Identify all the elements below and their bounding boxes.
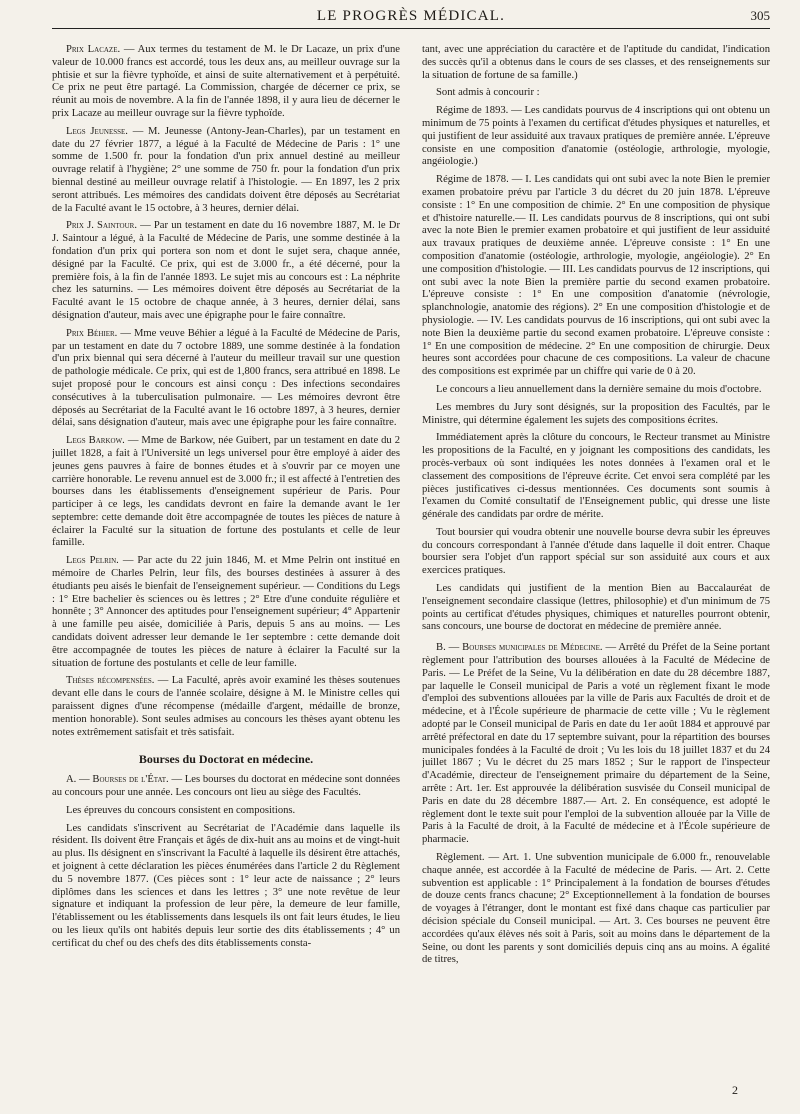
epreuves-paragraph: Les épreuves du concours consistent en compositions.: [66, 804, 296, 816]
paragraph-body: — Par acte du 22 juin 1846, M. et Mme Pelrin ont institué en mémoire de Charles Pelrin, leur fils, des bourses destinées à assurer à des étudiants peu aisés le bienfait de l'enseignement supérieur. — Conditions du Legs : 1° Etre bachelier ès sciences ou ès lettres ; 2° Etre d'une conduite régulière et honnête ; 3° Annoncer des aptitudes pour l'enseignement supérieur; 4° Appartenir à une famille peu aisée, domiciliée à Paris, depuis 5 ans au moins. — Les candidats doivent adresser leur demande le 1er septembre : cette demande doit être accompagnée de toutes les pièces de nature à éclairer la Faculté sur la situation de fortune des postulants et celle de leur famille.: [52, 555, 400, 669]
paragraph-lead: Legs Jeunesse.: [66, 125, 128, 137]
paragraph-body: — Les bourses du doctorat en médecine sont données au concours pour une année. Les concours ont lieu au siège des Facultés.: [52, 774, 400, 799]
paragraph-body: — Arrêté du Préfet de la Seine portant règlement pour l'attribution des bourses allouées à la Faculté de Médecine de Paris. — Le Préfet de la Seine, Vu la délibération en date du 28 décembre 1887, par laquelle le Conseil municipal de Paris a voté un règlement fixant le mode d'emploi des subventions allouées par la ville de Paris aux Facultés de droit et de médecine, et à l'École supérieure de pharmacie de cette ville ; Vu le règlement adopté par le Conseil municipal de Paris en date du 1er août 1884 et approuvé par arrêté préfectoral en date du 17 septembre suivant, pour la répartition des bourses municipales fondées à la Faculté de droit ; Vu les lois du 18 juillet 1837 et du 24 juillet 1867 ; Vu le décret du 25 mars 1852 ; Sur le rapport de l'inspecteur d'Académie, directeur de l'enseignement primaire du département de la Seine, arrête : Art. 1er. Est approuvée la délibération susvisée du Conseil municipal de Paris en date du 28 décembre 1887.— Art. 2. En conséquence, est adopté le règlement dont le texte suit pour l'emploi de la subvention allouée par la Ville de Paris à la Faculté de droit, à la Faculté de médecine et à l'École supérieure de pharmacie.: [422, 642, 770, 846]
bourses-municipales-paragraph: [422, 642, 770, 847]
prix-lacaze-paragraph: [52, 44, 400, 121]
recteur-paragraph: Immédiatement après la clôture du concours, le Recteur transmet au Ministre les propositions de la Faculté, en y joignant les compositions des candidats, les procès-verbaux où sont indiquées les notes données à l'examen oral et le classement des compositions de l'épreuve écrite. Cet envoi sera complété par les pièces justificatives ci-dessus mentionnées. Ces documents sont soumis à l'examen du Comité consultatif de l'Enseignement public, qui dresse une liste générale des candidats par ordre de mérite.: [422, 432, 770, 521]
reglement-paragraph: Règlement. — Art. 1. Une subvention municipale de 6.000 fr., renouvelable chaque année, est accordée à la Faculté de médecine de Paris. — Art. 2. Cette subvention est applicable : 1° Principalement à la fondation de bourses d'études de douze cents francs chacune; 2° Exceptionnellement à la fondation de bourses de voyages à l'étranger, dont le montant est fixé dans chaque cas particulier par décision spéciale du Conseil municipal. — Art. 3. Ces bourses ne peuvent être accordées qu'aux élèves nés soit à Paris, soit au moins dans le département de la Seine, ou dont les parents y sont domiciliés depuis cinq ans au moins. A égalité de titres,: [422, 852, 770, 966]
boursier-paragraph: Tout boursier qui voudra obtenir une nouvelle bourse devra subir les épreuves du concours correspondant à l'année d'étude dans laquelle il doit entrer. Chaque boursier sera l'objet d'un rapport spécial sur son assiduité aux cours et aux exercices pratiques.: [422, 526, 770, 577]
legs-jeunesse-paragraph: [52, 126, 400, 216]
paragraph-lead: Thèses récompensées.: [66, 675, 155, 687]
paragraph-body: — Mme veuve Béhier a légué à la Faculté de Médecine de Paris, par un testament en date du 7 octobre 1889, une somme destinée à la fondation d'un prix biennal qui sera décerné à l'auteur du meilleur travail sur une question de pathologie médicale. Ce prix, qui est de 1,800 francs, sera attribué en 1898. Le sujet proposé pour le concours est ainsi conçu : Des infections secondaires consécutives à la tuberculisation pulmonaire. — Les mémoires devront être déposés au Secrétariat de la Faculté avant le 16 octobre 1897, à 3 heures, dernier délai, sans désignation d'auteur, mais avec une épigraphe pour les faire connaître.: [52, 327, 400, 429]
right-column: [422, 44, 770, 1094]
paragraph-lead: B. — Bourses municipales de Médecine.: [436, 642, 603, 654]
continued-paragraph: tant, avec une appréciation du caractère et de l'aptitude du candidat, l'indication des succès qu'il a obtenus dans le cours de ses classes, et des renseignements sur la situation de fortune de sa famille.): [422, 44, 770, 81]
bourses-etat-paragraph: [52, 774, 400, 800]
prix-saintour-paragraph: [52, 220, 400, 322]
paragraph-body: — Aux termes du testament de M. le Dr Lacaze, un prix d'une valeur de 10.000 francs est accordé, tous les deux ans, au meilleur ouvrage sur la phtisie et sur la fièvre typhoïde, et ainsi de suite alternativement et à perpétuité. Ce prix ne peut être partagé. La Commission, chargée de décerner ce prix, se réunit au mois de novembre. A la fin de l'année 1898, il y aura lieu de décerner le prix Lacaze au meilleur ouvrage sur la fièvre typhoïde.: [52, 44, 400, 119]
paragraph-body: — Mme de Barkow, née Guibert, par un testament en date du 2 juillet 1828, a fait à l'Université un legs universel pour être employé à aider des jeunes gens pauvres à faire de bonnes études et à s'ouvrir par ce moyen une carrière honorable. Le revenu annuel est de 3.000 fr.; il est affecté à l'entretien des bourses dans les établissements d'enseignement supérieur de Paris. Pour participer à ce legs, les candidats devront en faire la demande avant le 1er septembre: cette demande doit être accompagnée de toutes les pièces de nature à éclairer la Faculté sur la situation de fortune des postulants et celle de leur famille.: [52, 435, 400, 549]
paragraph-body: — M. Jeunesse (Antony-Jean-Charles), par un testament en date du 27 février 1877, a légué à la Faculté de Médecine de Paris : 1° une somme de 1.500 fr. pour la fondation d'un prix annuel destiné au meilleur ouvrage relatif à l'hygiène; 2° une somme de 750 fr. pour la fondation d'un prix biennal destiné au meilleur ouvrage relatif à l'histologie. — En 1897, les 2 prix seront attribués. Les mémoires des candidats doivent être déposés au Secrétariat de la Faculté avant le 15 octobre, à 3 heures, dernier délai.: [52, 125, 400, 214]
jury-paragraph: Les membres du Jury sont désignés, sur la proposition des Facultés, par le Ministre, qui détermine également les sujets des compositions écrites.: [422, 401, 770, 426]
signature-mark: 2: [732, 1083, 738, 1097]
paragraph-body: — Par un testament en date du 16 novembre 1887, M. le Dr J. Saintour a légué, à la Faculté de Médecine de Paris, une somme destinée à la fondation d'un prix qui portera son nom et dont le sujet sera, chaque année, désigné par la Faculté. Ce prix, qui est de 3.000 fr., a été décerné, pour la première fois, à la fin de l'année 1893. Le sujet mis au concours est : La néphrite chez les saturnins. — Les mémoires doivent être déposés au Secrétariat de la Faculté avant le 15 octobre de chaque année, à 3 heures, dernier délai, sans désignation d'auteur, mais avec une épigraphe pour le faire connaître.: [52, 220, 400, 321]
paragraph-lead: Prix Lacaze.: [66, 44, 121, 55]
legs-pelrin-paragraph: [52, 555, 400, 670]
section-title: Bourses du Doctorat en médecine.: [138, 752, 314, 767]
paragraph-lead: Prix Béhier.: [66, 327, 118, 339]
left-column: [52, 44, 400, 1094]
regime-1878-paragraph: Régime de 1878. — I. Les candidats qui ont subi avec la note Bien le premier examen probatoire prévu par l'article 3 du décret du 20 juin 1878. L'épreuve consiste : 1° En une composition de chimie. 2° En une composition de physique et d'histoire naturelle.— II. Les candidats pourvus de 8 inscriptions, qui ont subi avec la note Bien le premier examen probatoire et qui justifient de leur assiduité aux travaux pratiques de deuxième année. L'épreuve consiste : 1° En une composition d'anatomie (ostéologie, arthrologie, myologie, angéiologie). 2° En une composition d'histologie. — III. Les candidats pourvus de 12 inscriptions, qui ont subi avec la note Bien la première partie du second examen probatoire. L'épreuve consiste : 1° En une composition d'anatomie (névrologie, splanchnologie, anatomie des régions). 2° En une composition d'histologie et de physiologie. — IV. Les candidats pourvus de 16 inscriptions, qui ont subi avec la note Bien la deuxième partie du second examen probatoire. L'épreuve consiste : 1° En une composition de médecine. 2° En une composition de chirurgie. Deux heures sont accordées pour chacune de ces compositions. La valeur de chacune des compositions est exprimée par un chiffre qui varie de 0 à 20.: [422, 174, 770, 378]
prix-behier-paragraph: [52, 328, 400, 430]
theses-recompensees-paragraph: [52, 675, 400, 739]
page-header: [52, 6, 770, 29]
legs-barkow-paragraph: [52, 435, 400, 550]
paragraph-lead: Legs Barkow.: [66, 435, 125, 447]
octobre-paragraph: Le concours a lieu annuellement dans la dernière semaine du mois d'octobre.: [436, 383, 762, 395]
mention-paragraph: Les candidats qui justifient de la mention Bien au Baccalauréat de l'enseignement secondaire classique (lettres, philosophie) et d'un minimum de 75 points au certificat d'études physiques, chimiques et naturelles pourront obtenir, sans concours, une bourse de doctorat en médecine de première année.: [422, 583, 770, 633]
running-title: LE PROGRÈS MÉDICAL.: [316, 8, 506, 24]
paragraph-lead: Prix J. Saintour.: [66, 220, 137, 232]
inscription-paragraph: Les candidats s'inscrivent au Secrétariat de l'Académie dans laquelle ils résident. Ils doivent être Français et âgés de dix-huit ans au moins et de vingt-huit au plus. Ils désignent en s'inscrivant la Faculté à laquelle ils désirent être attachés, et joignent à cette déclaration les pièces énumérées dans l'article 2 du Règlement du 5 novembre 1877. (Ces pièces sont : 1° leur acte de naissance ; 2° leurs diplômes dans les sciences et dans les lettres ; 3° une note revêtue de leur signature et indiquant la profession de leur père, la demeure de leur famille, l'établissement ou les établissements dans lesquels ils ont fait leurs études, le lieu ou les lieux qu'ils ont habités depuis leur sortie des dits établissements ; 4° un certificat du chef ou des chefs des dits établissements consta-: [52, 822, 400, 949]
admis-paragraph: Sont admis à concourir :: [436, 87, 540, 99]
paragraph-lead: A. — Bourses de l'État.: [66, 774, 169, 786]
paragraph-body: — La Faculté, après avoir examiné les thèses soutenues devant elle dans le cours de l'année scolaire, désigne à M. le Ministre celles qui paraissent dignes d'une récompense (médaille d'argent, médaille de bronze, mention honorable). Sont seules admises au concours les thèses ayant obtenu les notes extrêmement satisfait et très satisfait.: [52, 675, 400, 738]
page-number: 305: [750, 8, 770, 23]
regime-1893-paragraph: Régime de 1893. — Les candidats pourvus de 4 inscriptions qui ont obtenu un minimum de 75 points à l'examen du certificat d'études physiques et naturelles, et qui justifient de leur assiduité aux travaux pratiques de première année. L'épreuve consiste en une composition d'anatomie (ostéologie, arthrologie, myologie, angéiologie.): [422, 105, 770, 168]
paragraph-lead: Legs Pelrin.: [66, 555, 119, 567]
